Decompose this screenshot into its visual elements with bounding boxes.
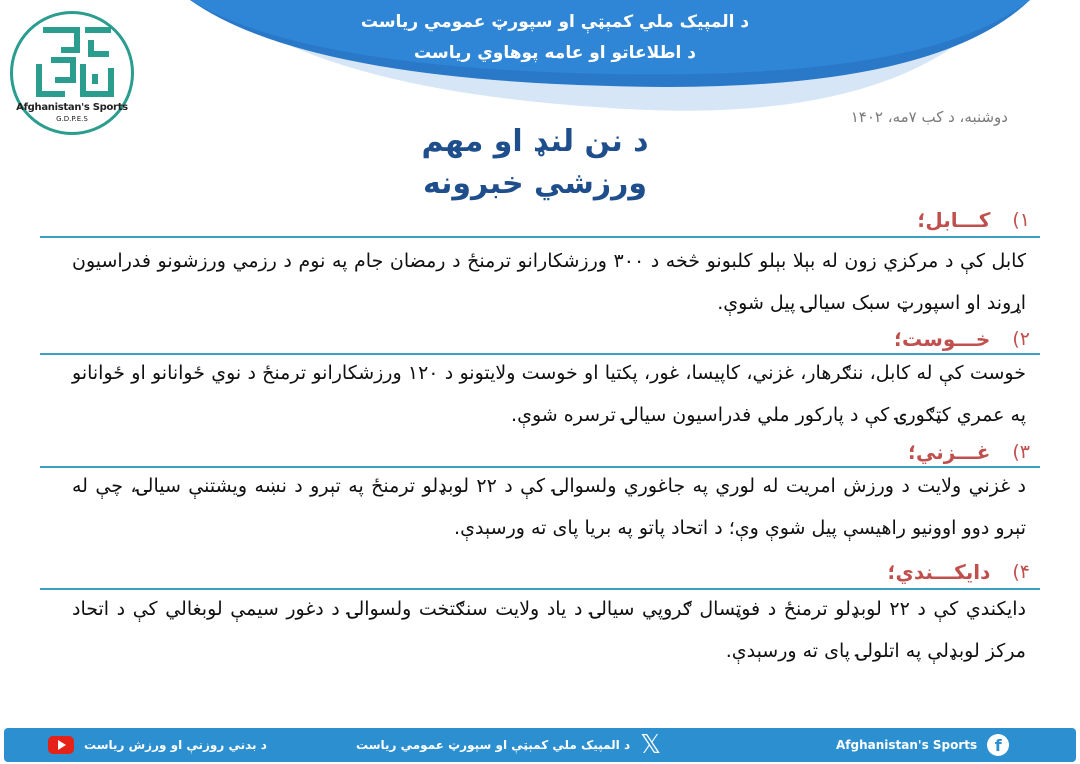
facebook-label: Afghanistan's Sports [836,738,978,752]
page-title-line-2: ورزشي خبرونه [422,166,648,201]
facebook-icon: f [987,734,1009,756]
logo-mark-icon [33,24,117,102]
youtube-link[interactable] [48,736,267,754]
logo-wordmark: Afghanistan's Sports [16,102,128,113]
section-number: ۱) [1012,209,1030,231]
section-body-kabul: کابل کې د مرکزي زون له بېلا بېلو کلبونو څخه د ۳۰۰ ورزشکارانو ترمنځ د رمضان جام په نوم د رزمي ورزشونو فدراسیون اړوند او اسپورټ سبک سیالۍ پیل شوې. [72,250,1026,314]
facebook-link[interactable] [836,734,1009,756]
footer-bar [4,728,1076,762]
org-name-primary: د المپیک ملي کمېټې او سپورټ عمومي ریاست [360,12,750,32]
section-heading-khost [894,327,1030,351]
logo-subtitle: G.D.P.E.S [56,115,88,123]
section-title: غـــزني؛ [908,440,991,464]
section-title: کـــابل؛ [917,208,991,232]
section-title: خـــوست؛ [894,327,991,351]
youtube-icon [48,736,74,754]
page-title-line-1: د نن لنډ او مهم [421,124,649,159]
section-body-ghazni: د غزني ولایت د ورزش امریت له لوري په جاغوري ولسوالۍ کې د ۲۲ لوبډلو ترمنځ په تېرو د نښه ویشتنې سیالۍ، چې له تېرو دوو اوونیو راهیسې پیل شوې وې؛ د اتحاد پاتو په بریا پای ته ورسېدې. [72,475,1027,539]
section-title: دایکـــندي؛ [887,560,991,584]
afghanistan-sports-logo [10,11,134,135]
x-label: د المپیک ملي کمېټې او سپورټ عمومي ریاست [356,738,631,752]
section-body-khost: خوست کې له کابل، ننګرهار، غزني، کاپیسا، غور، پکتیا او خوست ولایتونو د ۱۲۰ ورزشکارانو ترمنځ د نوي ځوانانو او ځوانانو په عمري کټګورۍ کې د پارکور ملي فدراسیون سیالۍ ترسره شوې. [72,362,1026,426]
section-heading-daikundi [888,560,1030,584]
section-body-daikundi: دایکندي کې د ۲۲ لوبډلو ترمنځ د فوټسال ګروپي سیالۍ د یاد ولایت سنګتخت ولسوالۍ د دغور سیمې لوبغالي کې د اتحاد مرکز لوبډلې په اتلولۍ پای ته ورسېدې. [72,598,1026,662]
section-number: ۳) [1012,441,1030,463]
publish-date: دوشنبه، د کب ۷مه، ۱۴۰۲ [850,108,1008,126]
youtube-label: د بدني روزنې او ورزش ریاست [84,738,267,752]
org-name-secondary: د اطلاعاتو او عامه پوهاوي ریاست [414,43,696,63]
section-number: ۲) [1012,328,1030,350]
x-link[interactable] [356,732,661,758]
section-divider [40,236,1040,238]
section-heading-ghazni [908,440,1030,464]
section-heading-kabul [917,208,1030,232]
section-number: ۴) [1012,561,1030,583]
x-icon: 𝕏 [640,730,662,760]
